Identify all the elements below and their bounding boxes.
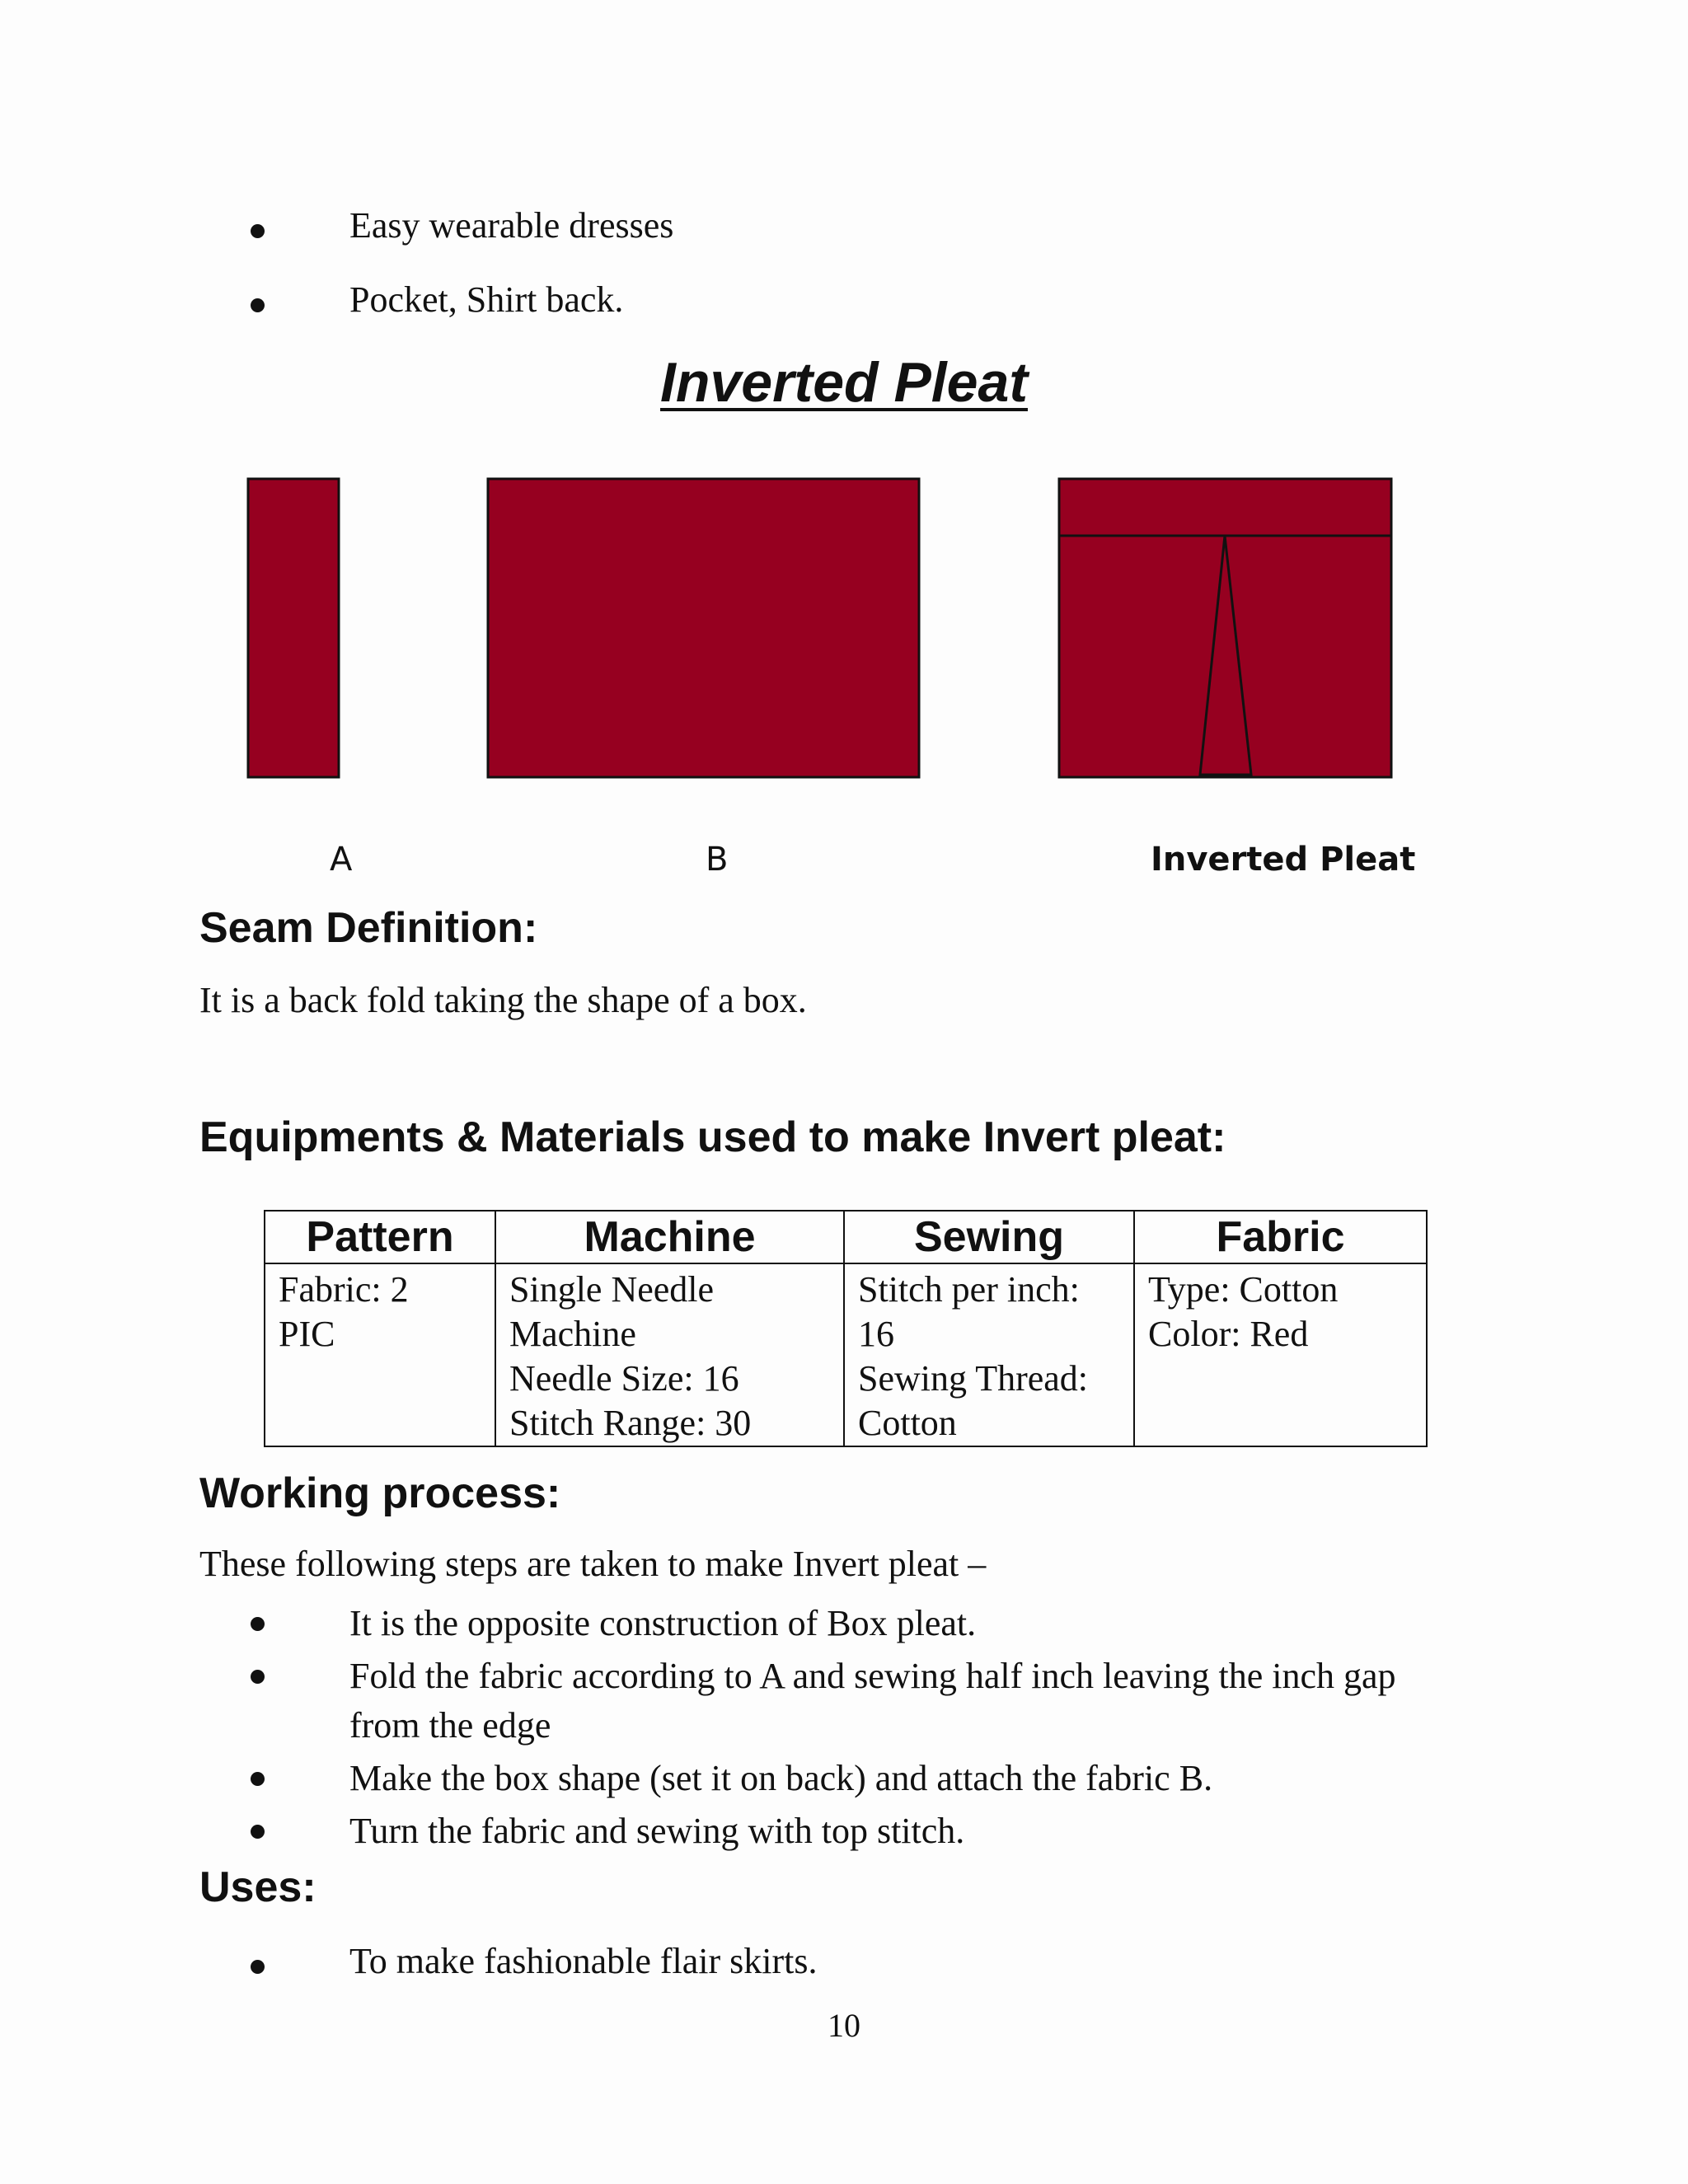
list-item — [251, 1652, 1462, 1750]
seam-text: It is a back fold taking the shape of a box. — [199, 980, 807, 1020]
column-header: Fabric — [1134, 1211, 1427, 1263]
list-item-text: To make fashionable flair skirts. — [349, 1941, 818, 1981]
list-item-text: Turn the fabric and sewing with top stitch. — [349, 1811, 965, 1851]
table-row — [265, 1263, 1427, 1446]
list-item-text: Easy wearable dresses — [349, 205, 674, 246]
cell-line: Cotton — [858, 1403, 957, 1443]
caption-inverted-pleat: Inverted Pleat — [1151, 841, 1416, 879]
table-cell-sewing — [844, 1263, 1134, 1446]
seam-heading: Seam Definition: — [199, 904, 538, 952]
cell-line: Single Needle — [509, 1269, 715, 1310]
process-heading: Working process: — [199, 1469, 561, 1517]
list-item-text: Fold the fabric according to A and sewing half inch leaving the inch gap from the edge — [349, 1656, 1396, 1746]
table-header-row — [265, 1211, 1427, 1263]
top-bullet-list — [251, 206, 1569, 321]
pleat-waistband — [1059, 479, 1391, 536]
cell-line: Needle Size: 16 — [509, 1358, 739, 1399]
cell-line: Type: Cotton — [1148, 1269, 1339, 1310]
materials-heading: Equipments & Materials used to make Invert pleat: — [199, 1113, 1226, 1161]
pleat-figure — [0, 462, 1688, 808]
cell-line: Machine — [509, 1314, 636, 1354]
list-item — [251, 1599, 1462, 1648]
list-item — [251, 1942, 1462, 1981]
cell-line: Stitch Range: 30 — [509, 1403, 752, 1443]
list-item — [251, 1807, 1462, 1856]
caption-a: A — [330, 841, 353, 879]
list-item-text: Make the box shape (set it on back) and attach the fabric B. — [349, 1758, 1213, 1798]
cell-line: 16 — [858, 1314, 894, 1354]
page-number: 10 — [828, 2007, 860, 2044]
table-cell-fabric — [1134, 1263, 1427, 1446]
cell-line: Stitch per inch: — [858, 1269, 1080, 1310]
list-item-text: Pocket, Shirt back. — [349, 279, 624, 321]
table-cell-machine — [495, 1263, 844, 1446]
materials-table — [264, 1210, 1428, 1447]
column-header: Pattern — [265, 1211, 495, 1263]
uses-list — [251, 1942, 1462, 1981]
table-cell-pattern — [265, 1263, 495, 1446]
cell-line: Fabric: 2 — [279, 1269, 409, 1310]
fabric-piece-a — [248, 479, 339, 777]
column-header: Sewing — [844, 1211, 1134, 1263]
page-title: Inverted Pleat — [660, 351, 1028, 414]
process-steps — [251, 1599, 1462, 1856]
list-item — [251, 280, 1569, 320]
caption-b: B — [706, 841, 729, 879]
uses-heading: Uses: — [199, 1863, 316, 1911]
cell-line: PIC — [279, 1314, 335, 1354]
column-header: Machine — [495, 1211, 844, 1263]
list-item-text: It is the opposite construction of Box pleat. — [349, 1603, 977, 1643]
cell-line: Sewing Thread: — [858, 1358, 1089, 1399]
fabric-piece-b — [488, 479, 919, 777]
list-item — [251, 1754, 1462, 1803]
process-intro: These following steps are taken to make Invert pleat – — [199, 1544, 987, 1584]
cell-line: Color: Red — [1148, 1314, 1309, 1354]
list-item — [251, 206, 1569, 246]
